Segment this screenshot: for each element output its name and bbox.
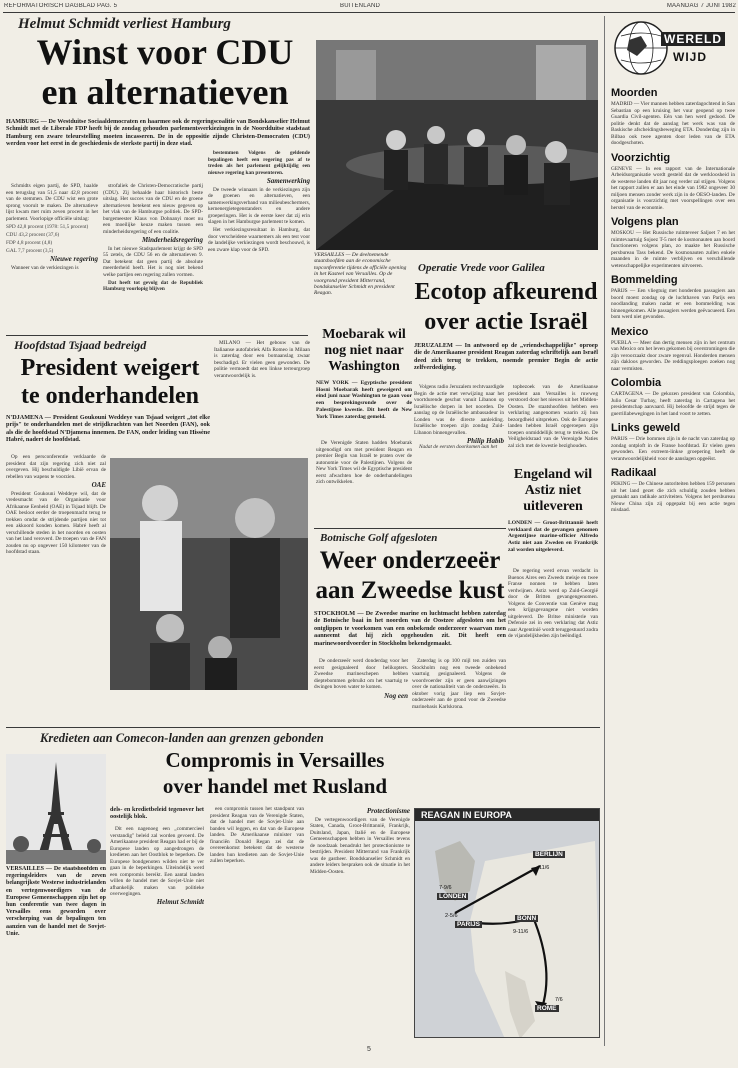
wereld-wijd-section-text: GENEVE — In een rapport van de Internationale Arbeidsorganisatie wordt gesteld dat de werkloosheid in de westerse landen dit jaar nog verder zal stijgen. Volgens het rapport zullen er aan het einde van 1982 ongeveer 30 miljoen mensen zonder werk zijn in de OESO-landen. De organisatie is voorzichtig met voorspellingen over een herstel van de economie.: [611, 165, 735, 211]
logo-line-2: WIJD: [673, 50, 707, 64]
wereld-wijd-section-title: Voorzichtig: [611, 151, 671, 164]
engeland-headline-2: Astiz niet: [524, 484, 582, 498]
eiffel-tower-photo: [6, 754, 106, 864]
hamburg-result-3: FDP 4,8 procent (4,8): [6, 239, 53, 246]
washington-text-a: De Verenigde Staten hadden Moebarak uitgenodigd om met president Reagan en premier Begin van Israël te praten over de autonomie voor de Palestijnen. Volgens de New York Times wil de Egyptische president eerst afwachten hoe de onderhandelingen zich ontwikkelen.: [316, 440, 412, 485]
galilea-kicker: Operatie Vrede voor Galilea: [418, 262, 545, 274]
galilea-note: Nadat de eersten doorkomen aan het: [419, 444, 498, 450]
wereld-wijd-section-title: Bommelding: [611, 274, 678, 286]
map-title: REAGAN IN EUROPA: [415, 809, 599, 821]
comecon-headline-1: Compromis in Versailles: [165, 750, 385, 772]
galilea-col-2: [508, 384, 598, 464]
washington-headline-2: nog niet naar: [324, 344, 404, 358]
map-date-parijs: 2-5/6: [445, 913, 458, 919]
wereld-wijd-sidebar: [604, 16, 736, 1046]
engeland-headline-1: Engeland wil: [513, 468, 593, 482]
comecon-headline-2: over handel met Rusland: [162, 776, 388, 798]
hamburg-col-2-sub: Minderheidsregering: [141, 236, 203, 244]
hamburg-col-3-sub: Samenwerking: [266, 177, 310, 185]
versailles-conference-photo: [316, 40, 598, 250]
wereld-wijd-section-title: Links geweld: [611, 422, 681, 434]
washington-text: [316, 440, 412, 524]
map-date-berlijn: 11/6: [539, 865, 550, 871]
header-left: REFORMATORISCH DAGBLAD PAG. 5: [4, 3, 118, 9]
hamburg-result-4: GAL 7,7 procent (3,5): [6, 247, 54, 254]
galilea-col-1: [414, 384, 504, 524]
tsjaad-headline-1: President weigert: [20, 356, 200, 381]
parijs-photo-art: [110, 458, 308, 690]
map-city-rome: ROME: [537, 1005, 557, 1012]
wereld-wijd-section-title: Mexico: [611, 325, 649, 338]
comecon-text-c: De vertegenwoordigers van de Verenigde Staten, Canada, Groot-Brittannië, Frankrijk, Duitsland, Japan, Italië en de Europese Gemeenschappen hebben in Versailles tevens de noodzaak benadrukt het protectionisme te bestrijden. President Mitterrand van Frankrijk was de gastheer. Bondskanselier Schmidt en andere leiders bespraken ook de situatie in het Midden-Oosten.: [310, 816, 410, 875]
eiffel-photo-art: [6, 754, 106, 864]
comecon-lede-side: dels- en kredietbeleid tegenover het oostelijk blok.: [110, 806, 204, 821]
comecon-col-2: [210, 806, 304, 1038]
wereld-wijd-section-text: PARIJS — Een vliegtuig met honderden passagiers aan boord moest zondag op de luchthaven van Parijs een noodlanding maken nadat er een bommelding was binnengekomen. Alle passagiers werden geëvacueerd. Een bom werd niet gevonden.: [611, 288, 735, 320]
map-city-londen: LONDEN: [439, 893, 467, 900]
wereld-wijd-section-title: Radikaal: [611, 467, 657, 479]
botnische-text: De onderzeeër werd donderdag voor het eerst gesignaleerd door helikopters. Zweedse marineschepen hebben dieptebommen gebruikt om het vaartuig te dwingen boven water te komen.: [314, 658, 408, 690]
engeland-text: [508, 568, 598, 726]
comecon-rule: [6, 727, 600, 728]
parijs-reagan-photo: [110, 458, 308, 690]
hamburg-headline-1: Winst voor CDU: [36, 34, 294, 72]
comecon-text: Dit een nagenoeg een „commercieel verstandig" beleid zal worden gevoerd. De Amerikaanse president Reagan had er bij de Europese landen op aangedrongen de kredieten aan het Oostblok te beperken. De Europese bondgenoten wilden niet te ver gaan in de beperkingen. Uiteindelijk werd een compromis bereikt. Een aantal landen willen de handel met de Sovjet-Unie niet afhankelijk maken van politieke overwegingen.: [110, 826, 204, 897]
tsjaad-rule: [6, 335, 308, 336]
header-date: MAANDAG 7 JUNI 1982: [666, 3, 736, 9]
hamburg-lede: HAMBURG — De Westduitse Sociaaldemocraten en haarmee ook de regeringscoalitie van Bondskanselier Helmut Schmidt met de Liberale FDP heeft bij de zondag gehouden parlementsverkiezingen in de Noordduitse stadstaat Hamburg een zware teleurstelling moeten incasseren. De in de oppositie zijnde Christen-Democraten (CDU) werden voor het eerst in de geschiedenis de sterkste partij in deze stad.: [6, 118, 310, 148]
galilea-text: Volgens radio Jeruzalem rechtvaardigde Begin de actie met verwijzing naar het voortdurende geschut vanuit Libanon op Israëlische dorpen in het noorden. De aanslag op de Israëlische ambassadeur in Londen was de directe aanleiding. Israëlische troepen zijn zondag Zuid-Libanon binnengevallen.: [414, 384, 504, 436]
hamburg-col-2: [103, 183, 203, 333]
washington-lede: NEW YORK — Egyptische president Hosni Moebarak heeft geweigerd om eind juni naar Washington te gaan voor een besprekingsronde over de Palestijnse kwestie. Dit heeft de New York Times zaterdag gemeld.: [316, 380, 412, 420]
botnische-sub: Nog een: [384, 691, 408, 700]
tsjaad-headline-2: te onderhandelen: [20, 384, 199, 409]
comecon-sub: Protectionisme: [366, 807, 410, 815]
wereld-wijd-section-title: Moorden: [611, 87, 658, 99]
wereld-wijd-section-text: PARIJS — Drie bommen zijn in de nacht van zaterdag op zondag ontploft in de Franse hoofdstad. Er vielen geen gewonden. Een extreem-linkse groepering heeft de verantwoordelijkheid voor de aanslagen opgeëist.: [611, 436, 735, 462]
wereld-wijd-section-title: Volgens plan: [611, 216, 679, 228]
wereld-wijd-section-title: Colombia: [611, 377, 662, 389]
tsjaad-lede: N'DJAMENA — President Goukouni Weddeye van Tsjaad weigert „tot elke prijs" te onderhandelen met de strijdkrachten van het Noorden (FAN), ook als die de hoofdstad N'Djamena innemen. De FAN, onder leiding van Hissène Habré, nadert de hoofdstad.: [6, 414, 210, 444]
wereld-wijd-section-text: MOSKOU — Het Russische ruimteveer Saljoet 7 en het ruimtevaartuig Sojoez T-5 met de kosmonauten aan boord functioneren volgens plan, zo maakte het Russische persbureau Tass bekend. De kosmonauten zullen enkele maanden in de ruimte verblijven en verschillende wetenschappelijke experimenten uitvoeren.: [611, 230, 735, 269]
hamburg-col-1-sub: Nieuwe regering: [49, 255, 98, 263]
wereld-wijd-section-text: CARTAGENA — De gekozen president van Colombia, Julio Cesar Turbay, heeft zaterdag in Cartagena het presidentschap aanvaard. Hij beloofde de strijd tegen de guerrillabewegingen in het land voort te zetten.: [611, 391, 735, 417]
hamburg-result-2: CDU 43,2 procent (37,6): [6, 231, 60, 238]
map-date-bonn: 9-11/6: [513, 929, 529, 935]
comecon-text-b: een compromis tussen het standpunt van president Reagan van de Verenigde Staten, dat de handel met de Sovjet-Unie aan banden wil leggen, en dat van de Europese landen. De Amerikaanse minister van financiën Donald Regan zei dat de overeenkomst betekent dat de westerse landen hun kredieten aan de Sovjet-Unie zullen beperken.: [210, 806, 304, 864]
botnische-headline-2: aan Zweedse kust: [315, 578, 505, 604]
conference-photo-art: [316, 40, 598, 250]
galilea-headline-1: Ecotop afkeurend: [414, 280, 598, 305]
comecon-photo-caption: VERSAILLES — De staatshoofden en regeringsleiders van de zeven belangrijkste Westerse industrielanden en vertegenwoordigers van de Europese Gemeenschappen zijn het op hun conferentie van twee dagen in Versailles eens geworden over verscherping van de bepalingen ten aanzien van de handel met de Sovjet-Unie.: [6, 866, 106, 937]
header-rule: [3, 12, 735, 13]
versailles-photo-caption: VERSAILLES — De deelnemende staatshoofden aan de economische topconferentie tijdens de officiële opening in het Kasteel van Versailles. Op de voorgrond president Mitterrand, bondskanselier Schmidt en president Reagan.: [314, 252, 407, 297]
tsjaad-col: [6, 454, 106, 692]
map-date-londen: 7-9/6: [439, 885, 452, 891]
map-city-parijs: PARIJS: [457, 921, 480, 928]
hamburg-col-1: [6, 183, 98, 333]
tsjaad-text-b: President Goukouni Weddeye wil, dat de vredesmacht van de Organisatie voor Afrikaanse Eenheid (OAE) in Tsjaad blijft. De OAE besloot eerder de troepenmacht terug te trekken omdat de strijdende partijen niet tot een akkoord konden komen. Habré heeft al verschillende steden in het noorden en oosten van het land veroverd. De troepen van de FAN zouden nu op ongeveer 150 kilometer van de hoofdstad staan.: [6, 490, 106, 555]
map-city-berlijn: BERLIJN: [535, 851, 563, 858]
hamburg-col-3-text-b: De tweede winnaars in de verkiezingen zijn de groenen en alternatieven, een samenwerkingsverband van milieubeschermers, kernenergietegenstanders en andere groeperingen. Het is de eerste keer dat zij erin slagen in het Hamburgse parlement te komen.: [208, 186, 310, 225]
comecon-byline: Helmut Schmidt: [156, 898, 204, 906]
tsjaad-kicker: Hoofdstad Tsjaad bedreigd: [14, 338, 147, 352]
reagan-europe-map: [414, 808, 600, 1038]
galilea-headline-2: over actie Israël: [424, 310, 588, 335]
botnische-col-1: [314, 658, 408, 728]
botnische-col-2: [412, 658, 506, 728]
wereld-wijd-logo: [611, 16, 735, 78]
wereld-wijd-section-text: MADRID — Vier mannen hebben zaterdagochtend in San Sebastian op een kruising het vuur geopend op twee Guardia Civil-agenten. Eén van hen werd gedood. De politie denkt dat de aanslag het werk was van de Baskische afscheidingsbeweging ETA. Donderdag zijn in Bilbao ook twee agenten door leden van de ETA doodgeschoten.: [611, 101, 735, 146]
galilea-byline: Philip Habib: [466, 436, 504, 445]
hamburg-col-1-text-b: Wanneer van de verkiezingen is: [11, 264, 79, 271]
galilea-text-b: topbezoek van de Amerikaanse president aan Versailles is ruwweg verstoord door het nieuws uit het Midden-Oosten. De staatshoofden hebben een verklaring aangenomen waarin zij hun bezorgdheid uitspreken. Ook de Europese landen hebben Israël opgeroepen zijn troepen onmiddellijk terug te trekken. De Veiligheidsraad van de Verenigde Naties zal zich met de kwestie bezighouden.: [508, 384, 598, 449]
footer-page-mark: 5: [366, 1046, 372, 1053]
tsjaad-sub: OAE: [91, 481, 106, 489]
wereld-wijd-section-text: PEKING — De Chinese autoriteiten hebben 159 personen uit het land gezet die zich schuldig zouden hebben gemaakt aan radikale activiteiten. Volgens het persbureau Nieuw China zijn zij opgepakt bij een actie tegen misdaad.: [611, 481, 735, 513]
wereld-wijd-sections: [611, 82, 735, 1044]
botnische-headline-1: Weer onderzeeër: [319, 548, 501, 574]
parijs-photo-caption: [6, 694, 306, 716]
milano-text-a: MILANO — Het gebouw van de Italiaanse autofabriek Alfa Romeo in Milaan is zaterdag door een bomaanslag zwaar beschadigd. Er vielen geen gewonden. De politie vermoedt dat een linkse terreurgroep verantwoordelijk is.: [214, 340, 310, 379]
hamburg-col-3: [208, 150, 310, 333]
hamburg-result-1: SPD 42,8 procent (1978: 51,5 procent): [6, 223, 89, 230]
engeland-headline-3: uitleveren: [523, 500, 583, 514]
hamburg-col-3-text-c: Het verkiezingsresultaat in Hamburg, dat door verscheidene waarnemers als een test voor de landelijke verkiezingen wordt beschouwd, is een zware klap voor de SPD.: [208, 227, 310, 253]
tsjaad-text: Op een persconferentie verklaarde de president dat zijn regering zich niet zal overgeven. Hij beschuldigde Libië ervan de rebellen van wapens te voorzien.: [6, 454, 106, 480]
comecon-col-3: [310, 806, 410, 1038]
map-date-rome: 7/6: [555, 997, 563, 1003]
botnische-text-b: Zaterdag is op 100 mijl ten zuiden van Stockholm nog een tweede onbekend vaartuig gesignaleerd. Volgens de woordvoerder zijn er geen aanwijzingen over de nationaliteit van de onderzeeërs. In oktober vorig jaar liep een Sovjet-onderzeeër aan de grond voor de Zweedse marinebasis Karlskrona.: [412, 658, 506, 710]
engeland-lede: LONDEN — Groot-Brittannië heeft verklaard dat de gevangen genomen Argentijnse marine-officier Alfredo Astiz niet aan Zweden en Frankrijk zal worden uitgeleverd.: [508, 520, 598, 553]
header-section: BUITENLAND: [340, 3, 381, 9]
hamburg-kicker: Helmut Schmidt verliest Hamburg: [18, 16, 231, 32]
globe-icon: [611, 16, 735, 78]
comecon-col-1: [110, 826, 204, 1038]
logo-line-1: WERELD: [661, 32, 725, 46]
washington-headline-1: Moebarak wil: [322, 328, 406, 342]
hamburg-col-3-text: bestemmen Volgens de geldende bepalingen heeft een regering pas af te treden als het parlement gelijktijdig een nieuwe regering kan presenteren.: [208, 150, 310, 176]
milano-text: [214, 340, 310, 400]
botnische-rule: [314, 528, 506, 529]
comecon-kicker: Kredieten aan Comecon-landen aan grenzen gebonden: [40, 731, 324, 745]
botnische-lede: STOCKHOLM — De Zweedse marine en luchtmacht hebben zaterdag de Botnische baai in het noorden van de Oostzee afgesloten om het ontglippen te voorkomen van een onbekende onderzeeer waarvan men aanneemt dat hij zich opgehouden zit. Dit heeft een marinewoordvoerder in Stockholm bekendgemaakt.: [314, 610, 506, 647]
hamburg-col-2-text-b: In het nieuwe Stadsparlement krijgt de SPD 55 zetels, de CDU 56 en de alternatieven 9. Dat betekent dat geen partij de absolute meerderheid heeft. Het is nog niet bekend welke partijen een regering zullen vormen.: [103, 245, 203, 278]
botnische-kicker: Botnische Golf afgesloten: [320, 532, 438, 544]
washington-headline-3: Washington: [328, 360, 400, 374]
hamburg-headline-2: en alternatieven: [41, 74, 289, 112]
hamburg-col-2-note: Dat heeft tot gevolg dat de Republiek Hamburg voorlopig blijven: [103, 279, 203, 292]
galilea-lede: JERUZALEM — In antwoord op de „vriendschappelijke" oproep die de Amerikaanse president Reagan zaterdag schriftelijk aan Israël deed zich terug te trekken, noemde premier Begin de actie zelfverdediging.: [414, 342, 598, 372]
map-art: [415, 821, 600, 1038]
hamburg-col-2-text: strofaliek de Christen-Democratische partij (CDU). Zij behaalde haar historisch beste uitslag. Het succes van de CDU en de groene alternatieven betekent een nieuw gegeven op het vlak van de Hamburgse politiek. De SPD-burgemeester Klaus von Dohnanyi moet nu een moeilijke keuze maken tussen een minderheidsregering of een coalitie.: [103, 183, 203, 235]
map-city-bonn: BONN: [517, 915, 537, 922]
wereld-wijd-section-text: PUEBLA — Meer dan dertig mensen zijn in het centrum van Mexico om het leven gekomen bij overstromingen die zijn veroorzaakt door zware regenval. Honderden mensen zijn dakloos geworden. De reddingsploegen zoeken nog naar vermisten.: [611, 339, 735, 372]
hamburg-col-1-text: Schmidts eigen partij, de SPD, haalde een terugslag van 51,5 naar 42,8 procent van de stemmen. De CDU wist een grote sprong vooruit te maken. De alternatieve lijst kwam met ruim zeven procent in het parlement. Voorlopige officiële uitslag:: [6, 183, 98, 222]
engeland-text-a: De regering werd ervan verdacht in Buenos Aires een Zweeds meisje en twee Franse nonnen te hebben laten verdwijnen. Astiz werd op Zuid-Georgië door de Britten gevangengenomen. Volgens de Conventie van Genève mag een krijgsgevangene niet worden uitgeleverd. De Britse ministerie van Defensie zei in een verklaring dat Astiz naar Argentinië wordt teruggestuurd zodra de vijandelijkheden zijn beëindigd.: [508, 568, 598, 639]
